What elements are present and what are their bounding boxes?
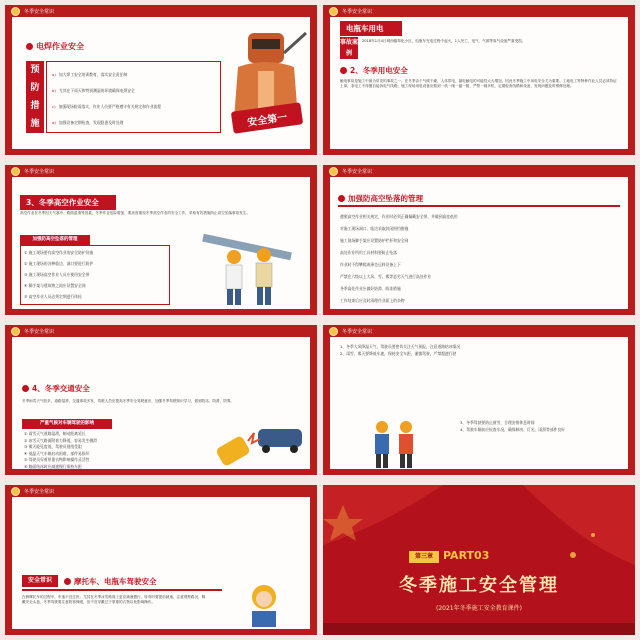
box-title: 加强防高空坠落的管理 xyxy=(20,235,90,245)
item-text: 加强设备定期检查，发现隐患及时处理 xyxy=(58,120,124,125)
rules-list xyxy=(340,211,620,307)
list-item: 2、雨雪、雾天要降低车速，保持安全车距，谨慎驾驶，严禁超速行驶 xyxy=(340,351,457,356)
section-title-text: 摩托车、电瓶车驾驶安全 xyxy=(74,577,157,586)
slide-header xyxy=(329,165,372,177)
motorcycle-rider-illustration xyxy=(224,581,304,631)
list-item: 高处作业所用工具材料要防止坠落 xyxy=(340,250,397,255)
section-title-text: 电焊作业安全 xyxy=(36,42,84,51)
logo-icon xyxy=(329,167,338,176)
slide-header xyxy=(11,165,54,177)
list-item: 工作结束后应及时清理作业面上的杂物 xyxy=(340,298,405,303)
paragraph: 触电事故是施工中最为常见的事故之一。在冬季由于气候干燥，人体带电，漏电触电的可能性大大增加，因此冬季施工中用电安全尤为重要。工地电工等特种作业人员必须持证上岗，非电工不得擅自接拆电气线路。施工现场用电设备应做到一机一闸一漏一箱，严禁一闸多机，定期检查线路和设备，发现问题及时维修处理。 xyxy=(340,79,617,89)
list-item: ⑤ 驾驶员穿着厚重衣物影响操作灵活性 xyxy=(24,457,90,462)
slide-body xyxy=(12,177,310,309)
slide-header xyxy=(329,5,372,17)
header-label: 冬季安全常识 xyxy=(24,328,55,335)
item-num: c) xyxy=(52,104,56,109)
slide-header xyxy=(11,325,54,337)
logo-icon xyxy=(11,327,20,336)
slide-3[interactable] xyxy=(5,165,317,315)
logo-icon xyxy=(11,7,20,16)
bullet-icon xyxy=(26,43,33,50)
intro-text: 冬季雨雪天气较多，道路湿滑，交通事故多发，驾驶人员应提高冬季安全驾驶意识，加强冬季驾驶知识学习，做到防冻、防滑、防雾。 xyxy=(22,399,235,403)
title-underline xyxy=(338,205,620,207)
slide-header xyxy=(11,5,54,17)
slide-title-text: 电瓶车用电 xyxy=(346,24,384,33)
car-crash-illustration xyxy=(212,423,308,471)
slide-body xyxy=(330,17,628,149)
item-text: 加大焊工安全培训教育，落实安全责任制 xyxy=(58,72,128,77)
slide-6[interactable] xyxy=(323,325,635,475)
item-num: a) xyxy=(52,72,56,77)
tag-char: 措 xyxy=(30,101,40,111)
list-item: ① 雨雪天气道路湿滑，制动距离延长 xyxy=(24,431,86,436)
section-title-text: 加强防高空坠落的管理 xyxy=(348,194,423,203)
list-item xyxy=(52,67,218,83)
list-item: 严禁在六级以上大风、雪、雾等恶劣天气进行高处作业 xyxy=(340,274,432,279)
title-underline xyxy=(22,589,222,591)
list-item: 施工现场脚手架应设置防护栏杆和安全网 xyxy=(340,238,409,243)
header-label: 冬季安全常识 xyxy=(342,328,373,335)
bullet-icon xyxy=(64,578,71,585)
list-item: 1、冬季大风降温天气，驾驶员要密切关注天气预报，注意道路结冰情况 xyxy=(340,344,461,349)
list-item: 遵照高空作业相关规定，作业时必须正确佩戴安全带，并做到高挂低用 xyxy=(340,214,458,219)
slide-body xyxy=(12,17,310,149)
slide-5[interactable] xyxy=(5,325,317,475)
bullet-icon xyxy=(338,195,345,202)
list-item: ② 冰雪天气路面附着力降低，容易发生侧滑 xyxy=(24,437,97,443)
bullet-icon xyxy=(22,385,29,392)
logo-icon xyxy=(11,167,20,176)
slide-body xyxy=(330,177,628,309)
welder-illustration xyxy=(224,23,310,145)
tag-char: 防 xyxy=(30,83,40,93)
part-label: PART03 xyxy=(443,549,490,562)
list-item: 对施工现场洞口、临边采取封闭围挡措施 xyxy=(340,226,409,231)
tag-char: 预 xyxy=(30,65,40,75)
slide-1[interactable] xyxy=(5,5,317,155)
case-text: 2018年1月4日城西镇奉化小区，电瓶车充电过程中起火，1人死亡，电气、气源等原气设备严重受损。 xyxy=(362,39,526,43)
list-item: ⑥ 路面结冰时应减速慢行保持车距 xyxy=(24,463,82,469)
slide-body xyxy=(330,337,628,469)
chapter-label: 第三章 xyxy=(409,551,439,563)
workers-illustration xyxy=(202,233,302,307)
safety-tag: 安全常识 xyxy=(22,575,58,587)
slide-7[interactable] xyxy=(5,485,317,635)
list-item: 4、驾驶车辆前应检查车况，确保制动、灯光、雨刮等部件良好 xyxy=(460,427,565,432)
item-text: 加强现场防雨落实，作业人员要严格遵守有关规定和作业流程 xyxy=(58,104,162,109)
list-item xyxy=(52,99,218,115)
list-item: ④ 脚手架与建筑物之间应设置安全网 xyxy=(24,283,86,288)
case-tag: 事故案例 xyxy=(340,39,359,57)
list-item: ④ 低温天气车辆启动困难，部件易损坏 xyxy=(24,450,90,456)
header-label: 冬季安全常识 xyxy=(24,168,55,175)
sub-title: 严重气候对车辆驾驶的影响 xyxy=(22,419,112,429)
slide-8-cover[interactable] xyxy=(323,485,635,635)
logo-icon xyxy=(329,7,338,16)
section-title xyxy=(22,383,90,394)
slide-header xyxy=(329,325,372,337)
list-item: ② 施工现场的各种临边、洞口要进行防护 xyxy=(24,261,94,266)
slide-body xyxy=(12,337,310,469)
section-title xyxy=(340,65,408,76)
section-title xyxy=(64,576,157,587)
intro-text: 高空作业在冬季因天气寒冷、路面湿滑等因素，冬季作业危险增加，要高度重视冬季高空作业的安全工作，采取有效措施防止高空坠落事故发生。 xyxy=(20,211,250,215)
tag-char: 施 xyxy=(30,119,40,129)
paragraph: 在骑摩托车的过程中，车速不宜过快，尤其在冬季冰雪路面上更应减速慢行，转弯时要提前减速，注意观察路况，佩戴安全头盔，冬季驾驶要注意防寒保暖，但不宜穿戴过于厚重的衣物以免影响操作。 xyxy=(22,595,206,605)
list-item: 作业时不得攀爬或乘坐运料设备上下 xyxy=(340,262,401,267)
list-item xyxy=(52,115,218,131)
list-item: ① 施工现场要有高空作业的安全防护设施 xyxy=(24,250,94,255)
list-item: ⑤ 高空作业人员必须定期进行体检 xyxy=(24,294,82,299)
slide-4[interactable] xyxy=(323,165,635,315)
prevention-tag xyxy=(26,61,44,133)
header-label: 冬季安全常识 xyxy=(24,488,55,495)
header-label: 冬季安全常识 xyxy=(24,8,55,15)
safety-badge-text: 安全第一 xyxy=(246,112,288,129)
list-item: 3、冬季驾驶要防止疲劳，合理安排休息时间 xyxy=(460,420,535,425)
slide-2[interactable] xyxy=(323,5,635,155)
list-item: ③ 雾天能见度低，驾驶员视线受阻 xyxy=(24,444,82,449)
bullet-icon xyxy=(340,67,347,74)
effects-list xyxy=(24,431,194,470)
tips-list-top xyxy=(340,343,622,357)
section-title-text: 2、冬季用电安全 xyxy=(350,66,408,75)
section-title xyxy=(26,41,84,52)
list-item: 冬季高处作业应做好防滑、防冻措施 xyxy=(340,286,401,291)
measures-list xyxy=(24,247,168,302)
logo-icon xyxy=(11,487,20,496)
item-num: d) xyxy=(52,120,56,125)
cover-subtitle: (2021年冬季施工安全教育课件) xyxy=(436,605,522,612)
slide-title xyxy=(340,21,402,36)
section-title xyxy=(338,193,423,204)
slide-body xyxy=(12,497,310,629)
list-item: ③ 施工现场高空作业人员应使用安全带 xyxy=(24,272,90,277)
slide-title xyxy=(20,195,116,210)
cover-title: 冬季施工安全管理 xyxy=(399,575,559,596)
item-num: b) xyxy=(52,88,56,93)
list-item xyxy=(52,83,218,99)
logo-icon xyxy=(329,327,338,336)
slide-header xyxy=(11,485,54,497)
slide-title-text: 3、冬季高空作业安全 xyxy=(26,198,99,207)
measures-list xyxy=(52,67,218,131)
header-label: 冬季安全常识 xyxy=(342,8,373,15)
header-label: 冬季安全常识 xyxy=(342,168,373,175)
tips-list-bottom xyxy=(460,419,622,433)
item-text: 尤其在下雨天和特别潮湿的环境确保电焊安全 xyxy=(58,88,135,93)
section-title-text: 4、冬季交通安全 xyxy=(32,384,90,393)
workers-illustration xyxy=(364,417,424,469)
